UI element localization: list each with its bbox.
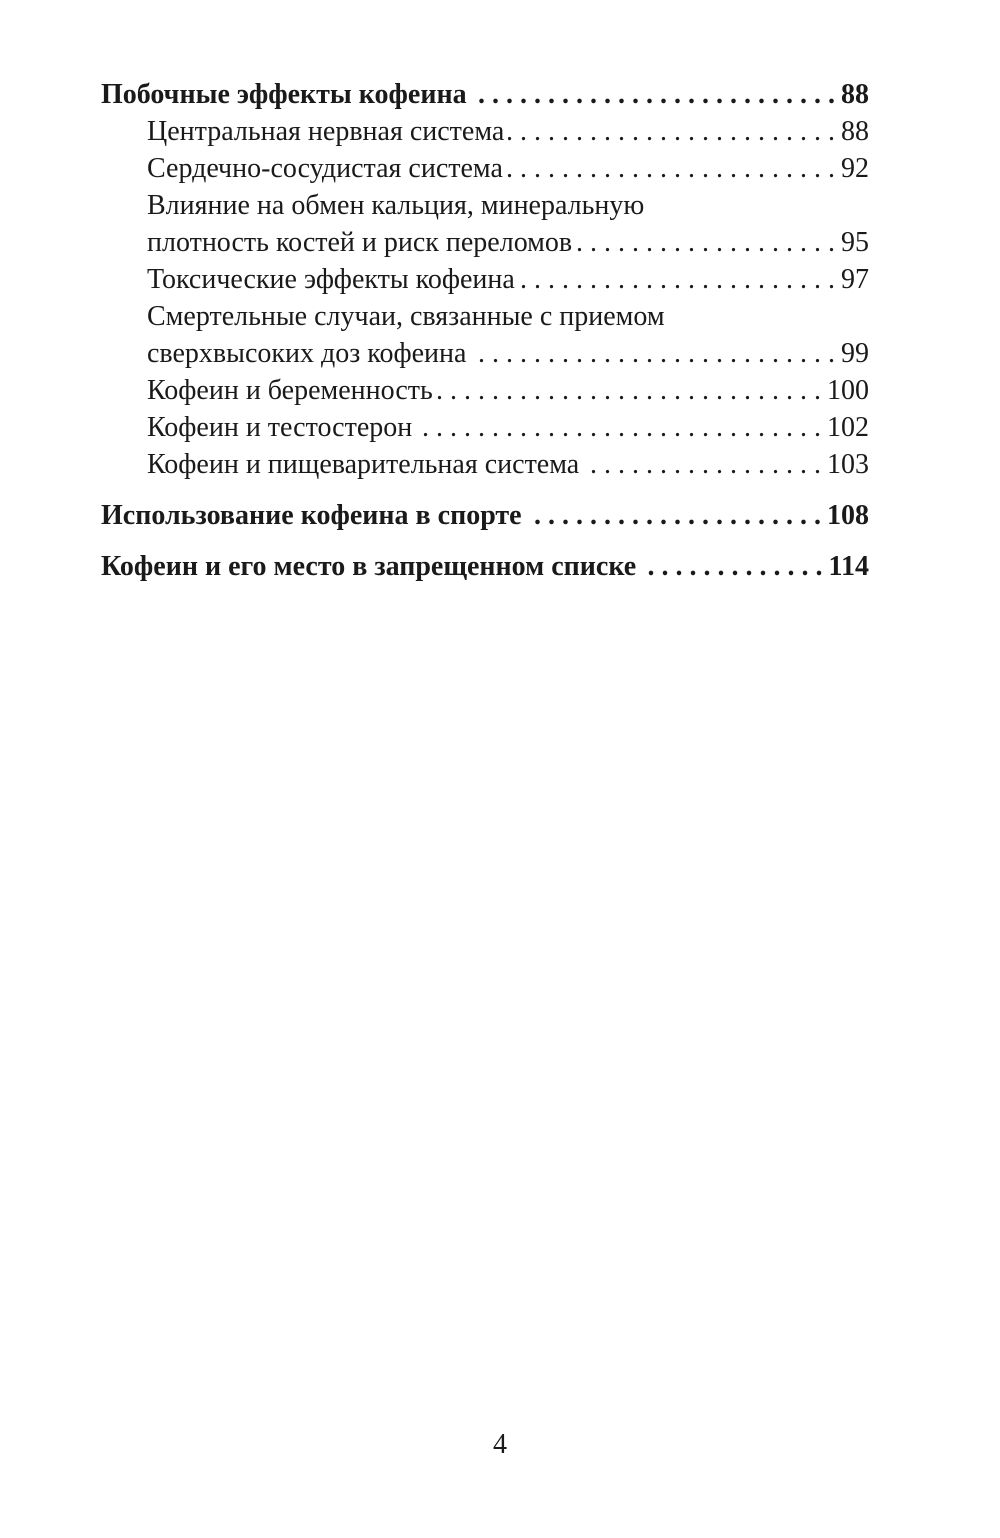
dot-leader [640, 548, 822, 585]
toc-section-title: Кофеин и его место в запрещенном списке [101, 551, 637, 582]
dot-leader [507, 150, 835, 187]
dot-leader [416, 409, 821, 446]
dot-leader [583, 446, 821, 483]
toc-subsection-title-line1: Влияние на обмен кальция, минеральную [147, 190, 645, 221]
toc-page-number: 97 [841, 264, 869, 295]
toc-subsection-title: Центральная нервная система [147, 116, 505, 147]
toc-page-number: 100 [827, 375, 869, 406]
toc-subsection-title: Кофеин и пищеварительная система [147, 449, 580, 480]
toc-subsection-title: Кофеин и беременность [147, 375, 433, 406]
toc-page-number: 95 [841, 227, 869, 258]
toc-section-title: Использование кофеина в спорте [101, 500, 522, 531]
dot-leader [576, 224, 835, 261]
toc-page-number: 102 [827, 412, 869, 443]
toc-subsection-title: Сердечно-сосудистая система [147, 153, 503, 184]
toc-section-title: Побочные эффекты кофеина [101, 79, 467, 110]
toc-page-number: 108 [827, 500, 869, 531]
page-number: 4 [493, 1429, 507, 1460]
toc-section-entry[interactable] [101, 497, 869, 534]
spacer [101, 483, 869, 497]
toc-subsection-entry[interactable] [101, 409, 869, 446]
toc-page-number: 114 [828, 551, 869, 582]
dot-leader [519, 261, 835, 298]
toc-subsection-entry[interactable] [101, 113, 869, 150]
toc-subsection-title: сверхвысоких доз кофеина [147, 338, 467, 369]
toc-section-entry[interactable] [101, 548, 869, 585]
toc-subsection-entry[interactable] [101, 298, 869, 372]
toc-page-number: 88 [841, 116, 869, 147]
toc-subsection-entry[interactable] [101, 150, 869, 187]
toc-subsection-entry[interactable] [101, 261, 869, 298]
toc-subsection-entry[interactable] [101, 372, 869, 409]
toc-page-number: 99 [841, 338, 869, 369]
dot-leader [471, 76, 835, 113]
toc-section-entry[interactable] [101, 76, 869, 113]
toc-subsection-entry[interactable] [101, 446, 869, 483]
toc-subsection-title: Токсические эффекты кофеина [147, 264, 515, 295]
toc-subsection-title: Кофеин и тестостерон [147, 412, 413, 443]
toc-subsection-entry[interactable] [101, 187, 869, 261]
toc-page-number: 88 [841, 79, 869, 110]
dot-leader [437, 372, 821, 409]
toc-subsection-title-line1: Смертельные случаи, связанные с приемом [147, 301, 665, 332]
spacer [101, 534, 869, 548]
dot-leader [470, 335, 835, 372]
toc-page-number: 92 [841, 153, 869, 184]
toc-subsection-title: плотность костей и риск переломов [147, 227, 573, 258]
dot-leader [526, 497, 821, 534]
table-of-contents [101, 76, 869, 585]
toc-page-number: 103 [827, 449, 869, 480]
dot-leader [508, 113, 835, 150]
